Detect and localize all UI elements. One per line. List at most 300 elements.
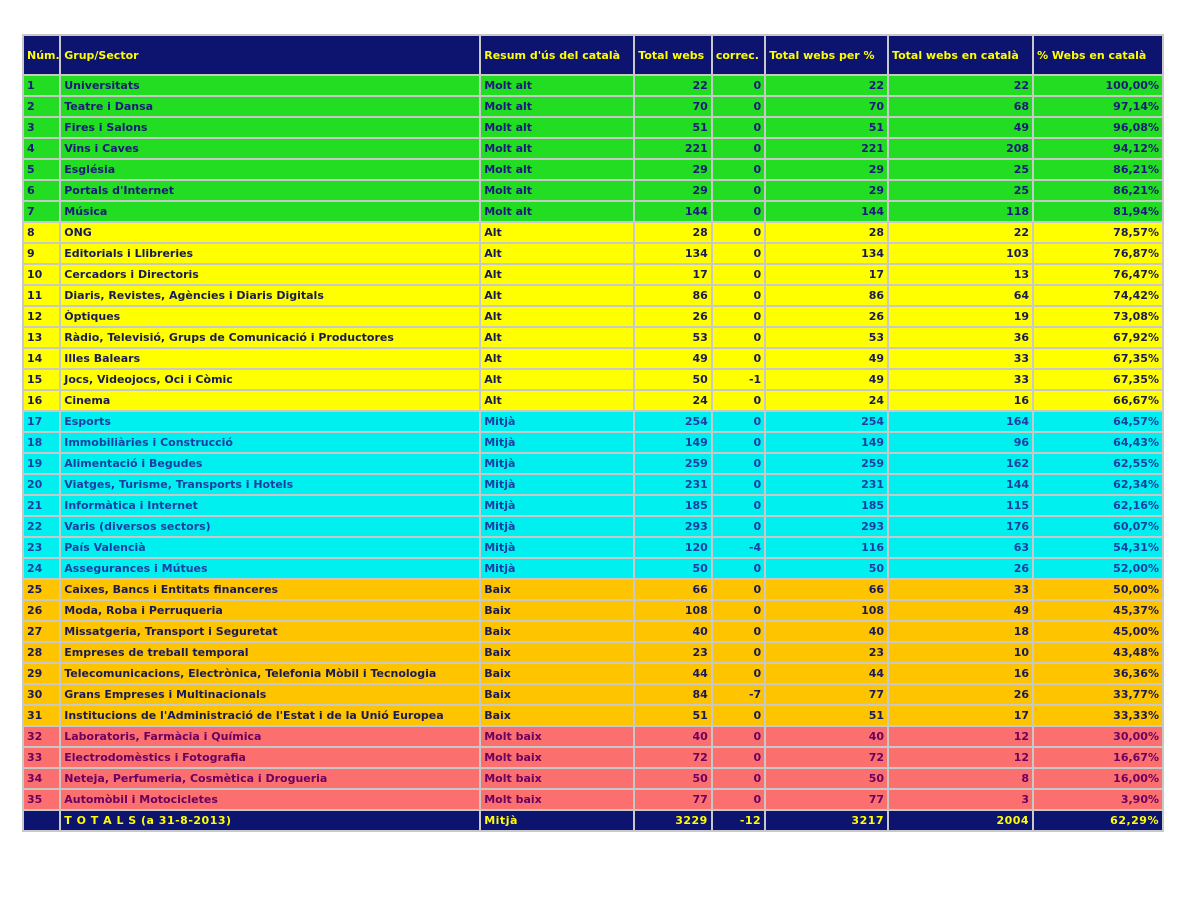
table-row bbox=[24, 517, 1162, 536]
cell-correc: -7 bbox=[713, 685, 764, 704]
cell-webs-catala: 63 bbox=[889, 538, 1032, 557]
cell-sector: Òptiques bbox=[61, 307, 479, 326]
cell-correc: 0 bbox=[713, 412, 764, 431]
table-row bbox=[24, 643, 1162, 662]
cell-resum: Baix bbox=[481, 643, 633, 662]
cell-webs-catala: 115 bbox=[889, 496, 1032, 515]
cell-webs-catala: 16 bbox=[889, 391, 1032, 410]
cell-num: 22 bbox=[24, 517, 59, 536]
cell-num: 31 bbox=[24, 706, 59, 725]
cell-num: 12 bbox=[24, 307, 59, 326]
cell-num: 20 bbox=[24, 475, 59, 494]
table-row bbox=[24, 727, 1162, 746]
sector-table bbox=[22, 34, 1164, 832]
cell-webs-catala: 16 bbox=[889, 664, 1032, 683]
table-row bbox=[24, 559, 1162, 578]
cell-correc: 0 bbox=[713, 244, 764, 263]
cell-pct-catala: 45,00% bbox=[1034, 622, 1162, 641]
table-row bbox=[24, 475, 1162, 494]
cell-sector: Teatre i Dansa bbox=[61, 97, 479, 116]
cell-total-webs: 149 bbox=[635, 433, 711, 452]
cell-sector: Telecomunicacions, Electrònica, Telefonia Mòbil i Tecnologia bbox=[61, 664, 479, 683]
cell-resum: Mitjà bbox=[481, 475, 633, 494]
table-row bbox=[24, 223, 1162, 242]
cell-correc: -4 bbox=[713, 538, 764, 557]
cell-pct-catala: 64,43% bbox=[1034, 433, 1162, 452]
cell-resum: Mitjà bbox=[481, 559, 633, 578]
cell-sector: Cinema bbox=[61, 391, 479, 410]
cell-num: 24 bbox=[24, 559, 59, 578]
table-body bbox=[24, 76, 1162, 809]
cell-total-webs-pct: 49 bbox=[766, 349, 887, 368]
cell-total-webs-pct: 221 bbox=[766, 139, 887, 158]
cell-pct-catala: 73,08% bbox=[1034, 307, 1162, 326]
cell-total-webs-pct: 40 bbox=[766, 727, 887, 746]
col-header-num: Núm. bbox=[24, 36, 59, 74]
cell-total-webs-pct: 293 bbox=[766, 517, 887, 536]
cell-sector: Viatges, Turisme, Transports i Hotels bbox=[61, 475, 479, 494]
cell-webs-catala: 10 bbox=[889, 643, 1032, 662]
cell-correc: 0 bbox=[713, 727, 764, 746]
cell-sector: Institucions de l'Administració de l'Estat i de la Unió Europea bbox=[61, 706, 479, 725]
table-row bbox=[24, 76, 1162, 95]
cell-correc: 0 bbox=[713, 328, 764, 347]
cell-total-webs: 185 bbox=[635, 496, 711, 515]
cell-total-webs: 53 bbox=[635, 328, 711, 347]
cell-total-webs: 29 bbox=[635, 160, 711, 179]
cell-total-webs: 77 bbox=[635, 790, 711, 809]
cell-total-webs: 51 bbox=[635, 706, 711, 725]
cell-total-webs-pct: 116 bbox=[766, 538, 887, 557]
totals-webs-catala: 2004 bbox=[889, 811, 1032, 830]
cell-pct-catala: 86,21% bbox=[1034, 160, 1162, 179]
table-row bbox=[24, 391, 1162, 410]
cell-num: 6 bbox=[24, 181, 59, 200]
cell-total-webs-pct: 44 bbox=[766, 664, 887, 683]
table-row bbox=[24, 244, 1162, 263]
cell-webs-catala: 118 bbox=[889, 202, 1032, 221]
cell-resum: Molt baix bbox=[481, 748, 633, 767]
cell-sector: Moda, Roba i Perruqueria bbox=[61, 601, 479, 620]
cell-sector: Immobiliàries i Construcció bbox=[61, 433, 479, 452]
cell-correc: 0 bbox=[713, 223, 764, 242]
cell-pct-catala: 67,92% bbox=[1034, 328, 1162, 347]
cell-resum: Molt alt bbox=[481, 76, 633, 95]
table-row bbox=[24, 685, 1162, 704]
cell-webs-catala: 164 bbox=[889, 412, 1032, 431]
cell-pct-catala: 100,00% bbox=[1034, 76, 1162, 95]
cell-num: 16 bbox=[24, 391, 59, 410]
cell-pct-catala: 67,35% bbox=[1034, 349, 1162, 368]
cell-total-webs-pct: 50 bbox=[766, 559, 887, 578]
cell-num: 27 bbox=[24, 622, 59, 641]
cell-correc: 0 bbox=[713, 202, 764, 221]
cell-total-webs: 72 bbox=[635, 748, 711, 767]
cell-total-webs: 231 bbox=[635, 475, 711, 494]
cell-total-webs-pct: 49 bbox=[766, 370, 887, 389]
cell-sector: Portals d'Internet bbox=[61, 181, 479, 200]
cell-webs-catala: 12 bbox=[889, 748, 1032, 767]
cell-webs-catala: 144 bbox=[889, 475, 1032, 494]
cell-total-webs-pct: 26 bbox=[766, 307, 887, 326]
cell-pct-catala: 50,00% bbox=[1034, 580, 1162, 599]
table-row bbox=[24, 622, 1162, 641]
cell-resum: Baix bbox=[481, 601, 633, 620]
cell-pct-catala: 62,55% bbox=[1034, 454, 1162, 473]
cell-total-webs-pct: 144 bbox=[766, 202, 887, 221]
cell-total-webs: 40 bbox=[635, 727, 711, 746]
totals-correc: -12 bbox=[713, 811, 764, 830]
table-row bbox=[24, 790, 1162, 809]
cell-resum: Molt baix bbox=[481, 790, 633, 809]
cell-total-webs-pct: 24 bbox=[766, 391, 887, 410]
cell-sector: ONG bbox=[61, 223, 479, 242]
cell-webs-catala: 49 bbox=[889, 118, 1032, 137]
cell-num: 18 bbox=[24, 433, 59, 452]
cell-correc: 0 bbox=[713, 454, 764, 473]
cell-sector: Varis (diversos sectors) bbox=[61, 517, 479, 536]
cell-total-webs: 50 bbox=[635, 769, 711, 788]
table-row bbox=[24, 412, 1162, 431]
cell-num: 19 bbox=[24, 454, 59, 473]
cell-webs-catala: 19 bbox=[889, 307, 1032, 326]
cell-total-webs-pct: 29 bbox=[766, 160, 887, 179]
cell-webs-catala: 36 bbox=[889, 328, 1032, 347]
sector-table-container bbox=[22, 34, 1164, 832]
col-header-total-webs-pct: Total webs per % bbox=[766, 36, 887, 74]
cell-sector: Ràdio, Televisió, Grups de Comunicació i Productores bbox=[61, 328, 479, 347]
cell-correc: 0 bbox=[713, 97, 764, 116]
cell-correc: 0 bbox=[713, 307, 764, 326]
cell-resum: Alt bbox=[481, 265, 633, 284]
table-row bbox=[24, 160, 1162, 179]
cell-correc: 0 bbox=[713, 790, 764, 809]
cell-total-webs: 23 bbox=[635, 643, 711, 662]
cell-pct-catala: 76,87% bbox=[1034, 244, 1162, 263]
cell-resum: Alt bbox=[481, 244, 633, 263]
cell-resum: Mitjà bbox=[481, 454, 633, 473]
cell-correc: 0 bbox=[713, 118, 764, 137]
cell-total-webs: 26 bbox=[635, 307, 711, 326]
cell-pct-catala: 16,67% bbox=[1034, 748, 1162, 767]
cell-sector: Església bbox=[61, 160, 479, 179]
cell-sector: Grans Empreses i Multinacionals bbox=[61, 685, 479, 704]
cell-pct-catala: 3,90% bbox=[1034, 790, 1162, 809]
cell-sector: Missatgeria, Transport i Seguretat bbox=[61, 622, 479, 641]
cell-total-webs-pct: 254 bbox=[766, 412, 887, 431]
col-header-sector: Grup/Sector bbox=[61, 36, 479, 74]
table-row bbox=[24, 139, 1162, 158]
cell-total-webs-pct: 231 bbox=[766, 475, 887, 494]
cell-num: 34 bbox=[24, 769, 59, 788]
table-row bbox=[24, 349, 1162, 368]
cell-num: 9 bbox=[24, 244, 59, 263]
cell-pct-catala: 94,12% bbox=[1034, 139, 1162, 158]
cell-pct-catala: 78,57% bbox=[1034, 223, 1162, 242]
cell-sector: Informàtica i Internet bbox=[61, 496, 479, 515]
cell-total-webs-pct: 17 bbox=[766, 265, 887, 284]
table-row bbox=[24, 664, 1162, 683]
totals-total-webs-pct: 3217 bbox=[766, 811, 887, 830]
cell-num: 33 bbox=[24, 748, 59, 767]
cell-total-webs: 44 bbox=[635, 664, 711, 683]
col-header-pct-catala: % Webs en català bbox=[1034, 36, 1162, 74]
cell-num: 25 bbox=[24, 580, 59, 599]
cell-webs-catala: 13 bbox=[889, 265, 1032, 284]
cell-resum: Baix bbox=[481, 685, 633, 704]
cell-webs-catala: 22 bbox=[889, 76, 1032, 95]
cell-total-webs: 29 bbox=[635, 181, 711, 200]
cell-resum: Mitjà bbox=[481, 538, 633, 557]
cell-resum: Alt bbox=[481, 349, 633, 368]
cell-webs-catala: 18 bbox=[889, 622, 1032, 641]
cell-sector: Cercadors i Directoris bbox=[61, 265, 479, 284]
cell-webs-catala: 12 bbox=[889, 727, 1032, 746]
table-row bbox=[24, 181, 1162, 200]
cell-webs-catala: 26 bbox=[889, 559, 1032, 578]
cell-sector: Illes Balears bbox=[61, 349, 479, 368]
totals-resum: Mitjà bbox=[481, 811, 633, 830]
cell-webs-catala: 49 bbox=[889, 601, 1032, 620]
cell-resum: Baix bbox=[481, 622, 633, 641]
cell-total-webs-pct: 77 bbox=[766, 790, 887, 809]
cell-num: 5 bbox=[24, 160, 59, 179]
cell-resum: Alt bbox=[481, 328, 633, 347]
cell-resum: Mitjà bbox=[481, 433, 633, 452]
col-header-correc: correc. bbox=[713, 36, 764, 74]
cell-sector: Jocs, Videojocs, Oci i Còmic bbox=[61, 370, 479, 389]
cell-total-webs-pct: 29 bbox=[766, 181, 887, 200]
cell-sector: Electrodomèstics i Fotografia bbox=[61, 748, 479, 767]
cell-total-webs: 50 bbox=[635, 370, 711, 389]
cell-correc: 0 bbox=[713, 664, 764, 683]
table-row bbox=[24, 433, 1162, 452]
cell-pct-catala: 45,37% bbox=[1034, 601, 1162, 620]
cell-sector: Empreses de treball temporal bbox=[61, 643, 479, 662]
cell-pct-catala: 43,48% bbox=[1034, 643, 1162, 662]
cell-num: 14 bbox=[24, 349, 59, 368]
table-row bbox=[24, 328, 1162, 347]
cell-webs-catala: 26 bbox=[889, 685, 1032, 704]
cell-num: 32 bbox=[24, 727, 59, 746]
cell-correc: 0 bbox=[713, 496, 764, 515]
cell-pct-catala: 67,35% bbox=[1034, 370, 1162, 389]
table-row bbox=[24, 454, 1162, 473]
cell-num: 26 bbox=[24, 601, 59, 620]
cell-correc: 0 bbox=[713, 706, 764, 725]
cell-resum: Alt bbox=[481, 223, 633, 242]
cell-webs-catala: 96 bbox=[889, 433, 1032, 452]
cell-pct-catala: 54,31% bbox=[1034, 538, 1162, 557]
cell-webs-catala: 22 bbox=[889, 223, 1032, 242]
cell-correc: 0 bbox=[713, 160, 764, 179]
cell-total-webs-pct: 51 bbox=[766, 118, 887, 137]
cell-total-webs: 51 bbox=[635, 118, 711, 137]
cell-total-webs-pct: 72 bbox=[766, 748, 887, 767]
cell-webs-catala: 103 bbox=[889, 244, 1032, 263]
cell-total-webs: 28 bbox=[635, 223, 711, 242]
cell-num: 21 bbox=[24, 496, 59, 515]
totals-row bbox=[24, 811, 1162, 830]
cell-webs-catala: 64 bbox=[889, 286, 1032, 305]
cell-resum: Molt baix bbox=[481, 769, 633, 788]
cell-pct-catala: 30,00% bbox=[1034, 727, 1162, 746]
cell-sector: Laboratoris, Farmàcia i Química bbox=[61, 727, 479, 746]
cell-webs-catala: 8 bbox=[889, 769, 1032, 788]
cell-resum: Molt alt bbox=[481, 139, 633, 158]
table-row bbox=[24, 580, 1162, 599]
cell-num: 1 bbox=[24, 76, 59, 95]
cell-sector: Diaris, Revistes, Agències i Diaris Digitals bbox=[61, 286, 479, 305]
cell-correc: -1 bbox=[713, 370, 764, 389]
cell-resum: Molt alt bbox=[481, 181, 633, 200]
cell-total-webs: 221 bbox=[635, 139, 711, 158]
cell-total-webs: 254 bbox=[635, 412, 711, 431]
cell-resum: Baix bbox=[481, 706, 633, 725]
cell-resum: Molt alt bbox=[481, 160, 633, 179]
cell-correc: 0 bbox=[713, 643, 764, 662]
cell-correc: 0 bbox=[713, 265, 764, 284]
cell-num: 7 bbox=[24, 202, 59, 221]
totals-num bbox=[24, 811, 59, 830]
cell-total-webs: 108 bbox=[635, 601, 711, 620]
cell-num: 8 bbox=[24, 223, 59, 242]
cell-total-webs-pct: 40 bbox=[766, 622, 887, 641]
col-header-webs-catala: Total webs en català bbox=[889, 36, 1032, 74]
cell-webs-catala: 208 bbox=[889, 139, 1032, 158]
cell-total-webs: 84 bbox=[635, 685, 711, 704]
cell-total-webs: 134 bbox=[635, 244, 711, 263]
cell-num: 11 bbox=[24, 286, 59, 305]
cell-pct-catala: 96,08% bbox=[1034, 118, 1162, 137]
cell-sector: Esports bbox=[61, 412, 479, 431]
cell-total-webs-pct: 259 bbox=[766, 454, 887, 473]
cell-pct-catala: 52,00% bbox=[1034, 559, 1162, 578]
cell-total-webs-pct: 149 bbox=[766, 433, 887, 452]
cell-sector: Alimentació i Begudes bbox=[61, 454, 479, 473]
cell-total-webs: 86 bbox=[635, 286, 711, 305]
cell-num: 2 bbox=[24, 97, 59, 116]
header-row bbox=[24, 36, 1162, 74]
cell-sector: Caixes, Bancs i Entitats financeres bbox=[61, 580, 479, 599]
cell-pct-catala: 86,21% bbox=[1034, 181, 1162, 200]
cell-pct-catala: 16,00% bbox=[1034, 769, 1162, 788]
table-row bbox=[24, 307, 1162, 326]
table-row bbox=[24, 496, 1162, 515]
cell-pct-catala: 81,94% bbox=[1034, 202, 1162, 221]
cell-webs-catala: 17 bbox=[889, 706, 1032, 725]
cell-total-webs-pct: 70 bbox=[766, 97, 887, 116]
table-row bbox=[24, 370, 1162, 389]
cell-correc: 0 bbox=[713, 769, 764, 788]
table-row bbox=[24, 601, 1162, 620]
cell-correc: 0 bbox=[713, 622, 764, 641]
cell-total-webs: 50 bbox=[635, 559, 711, 578]
cell-resum: Molt alt bbox=[481, 202, 633, 221]
cell-resum: Alt bbox=[481, 307, 633, 326]
totals-pct-catala: 62,29% bbox=[1034, 811, 1162, 830]
cell-pct-catala: 64,57% bbox=[1034, 412, 1162, 431]
cell-total-webs: 40 bbox=[635, 622, 711, 641]
cell-pct-catala: 33,33% bbox=[1034, 706, 1162, 725]
cell-total-webs-pct: 22 bbox=[766, 76, 887, 95]
cell-resum: Mitjà bbox=[481, 517, 633, 536]
cell-num: 28 bbox=[24, 643, 59, 662]
cell-correc: 0 bbox=[713, 139, 764, 158]
cell-total-webs-pct: 50 bbox=[766, 769, 887, 788]
totals-label: T O T A L S (a 31-8-2013) bbox=[61, 811, 479, 830]
cell-correc: 0 bbox=[713, 601, 764, 620]
cell-resum: Mitjà bbox=[481, 412, 633, 431]
cell-total-webs-pct: 28 bbox=[766, 223, 887, 242]
cell-webs-catala: 68 bbox=[889, 97, 1032, 116]
cell-resum: Mitjà bbox=[481, 496, 633, 515]
cell-webs-catala: 33 bbox=[889, 370, 1032, 389]
table-row bbox=[24, 97, 1162, 116]
cell-sector: Música bbox=[61, 202, 479, 221]
cell-num: 10 bbox=[24, 265, 59, 284]
cell-sector: Vins i Caves bbox=[61, 139, 479, 158]
cell-total-webs-pct: 108 bbox=[766, 601, 887, 620]
cell-correc: 0 bbox=[713, 349, 764, 368]
cell-correc: 0 bbox=[713, 181, 764, 200]
cell-sector: País Valencià bbox=[61, 538, 479, 557]
cell-webs-catala: 33 bbox=[889, 349, 1032, 368]
cell-pct-catala: 66,67% bbox=[1034, 391, 1162, 410]
cell-total-webs: 24 bbox=[635, 391, 711, 410]
cell-total-webs: 293 bbox=[635, 517, 711, 536]
cell-total-webs: 17 bbox=[635, 265, 711, 284]
table-row bbox=[24, 118, 1162, 137]
table-row bbox=[24, 265, 1162, 284]
cell-sector: Assegurances i Mútues bbox=[61, 559, 479, 578]
cell-total-webs: 259 bbox=[635, 454, 711, 473]
cell-total-webs-pct: 77 bbox=[766, 685, 887, 704]
cell-correc: 0 bbox=[713, 580, 764, 599]
cell-resum: Molt alt bbox=[481, 118, 633, 137]
cell-total-webs-pct: 53 bbox=[766, 328, 887, 347]
cell-correc: 0 bbox=[713, 391, 764, 410]
totals-total-webs: 3229 bbox=[635, 811, 711, 830]
cell-resum: Alt bbox=[481, 286, 633, 305]
cell-webs-catala: 176 bbox=[889, 517, 1032, 536]
cell-num: 17 bbox=[24, 412, 59, 431]
cell-num: 4 bbox=[24, 139, 59, 158]
cell-webs-catala: 25 bbox=[889, 181, 1032, 200]
cell-num: 29 bbox=[24, 664, 59, 683]
cell-webs-catala: 33 bbox=[889, 580, 1032, 599]
cell-resum: Baix bbox=[481, 664, 633, 683]
cell-pct-catala: 60,07% bbox=[1034, 517, 1162, 536]
cell-total-webs: 66 bbox=[635, 580, 711, 599]
cell-total-webs-pct: 185 bbox=[766, 496, 887, 515]
cell-num: 3 bbox=[24, 118, 59, 137]
cell-webs-catala: 162 bbox=[889, 454, 1032, 473]
table-row bbox=[24, 769, 1162, 788]
cell-num: 23 bbox=[24, 538, 59, 557]
cell-pct-catala: 97,14% bbox=[1034, 97, 1162, 116]
cell-sector: Editorials i Llibreries bbox=[61, 244, 479, 263]
cell-correc: 0 bbox=[713, 76, 764, 95]
cell-resum: Alt bbox=[481, 391, 633, 410]
table-row bbox=[24, 286, 1162, 305]
cell-pct-catala: 62,34% bbox=[1034, 475, 1162, 494]
cell-pct-catala: 74,42% bbox=[1034, 286, 1162, 305]
col-header-total-webs: Total webs bbox=[635, 36, 711, 74]
cell-total-webs-pct: 86 bbox=[766, 286, 887, 305]
cell-total-webs-pct: 51 bbox=[766, 706, 887, 725]
cell-correc: 0 bbox=[713, 286, 764, 305]
